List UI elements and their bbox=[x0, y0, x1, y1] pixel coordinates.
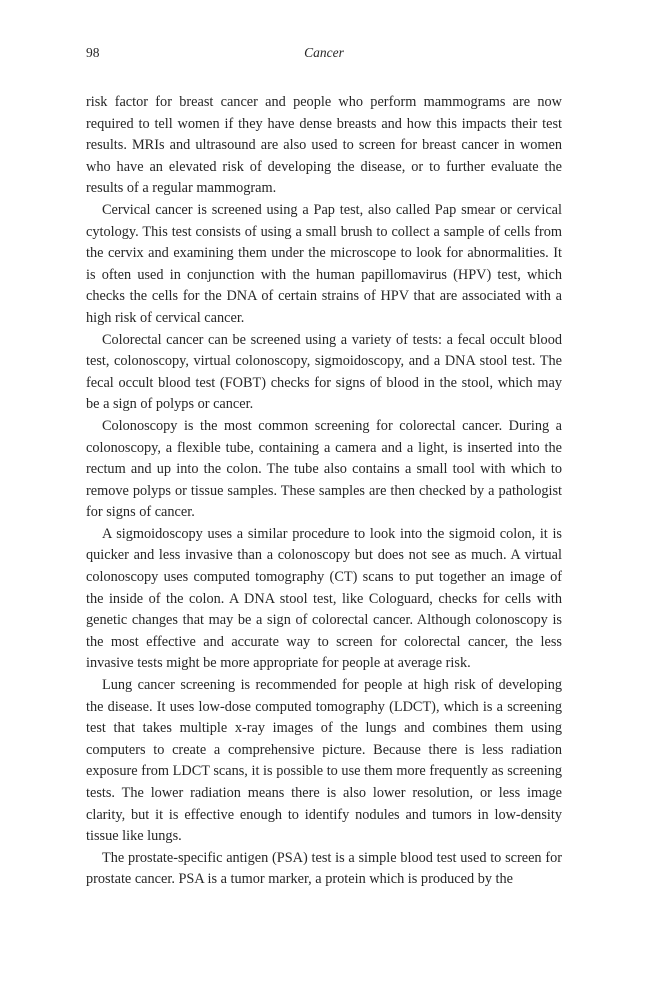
paragraph-psa-test: The prostate-specific antigen (PSA) test is a simple blood test used to screen for prostate cancer. PSA is a tumor marker, a protein which is produced by the bbox=[86, 849, 562, 888]
paragraph-colorectal-cancer: Colorectal cancer can be screened using a variety of tests: a fecal occult blood test, colonoscopy, virtual colonoscopy, sigmoidoscopy, and a DNA stool test. The fecal occult blood test (FOBT) checks for signs of blood in the stool, which may be a sign of polyps or cancer. bbox=[86, 331, 562, 413]
page-number: 98 bbox=[86, 45, 100, 60]
paragraph-colonoscopy: Colonoscopy is the most common screening for colorectal cancer. During a colonoscopy, a flexible tube, containing a camera and a light, is inserted into the rectum and up into the colon. The tube also contains a small tool with which to remove polyps or tissue samples. These samples are then checked by a pathologist for signs of cancer. bbox=[86, 417, 562, 521]
paragraph-lung-cancer: Lung cancer screening is recommended for people at high risk of developing the disease. It uses low-dose computed tomography (LDCT), which is a screening test that takes multiple x-ray images of the lungs and combines them using computers to create a comprehensive picture. Because there is less radiation exposure from LDCT scans, it is possible to use them more frequently as screening tests. The lower radiation means there is also lower resolution, or less image clarity, but it is effective enough to identify nodules and tumors in low-density tissue like lungs. bbox=[86, 677, 562, 845]
running-title: Cancer bbox=[304, 45, 344, 60]
body-text bbox=[86, 92, 562, 891]
paragraph-cervical-cancer: Cervical cancer is screened using a Pap test, also called Pap smear or cervical cytology. This test consists of using a small brush to collect a sample of cells from the cervix and examining them under the microscope to look for abnormalities. It is often used in conjunction with the human papillomavirus (HPV) test, which checks the cells for the DNA of certain strains of HPV that are associated with a high risk of cervical cancer. bbox=[86, 201, 562, 326]
paragraph-sigmoidoscopy: A sigmoidoscopy uses a similar procedure to look into the sigmoid colon, it is quicker and less invasive than a colonoscopy but does not see as much. A virtual colonoscopy uses computed tomography (CT) scans to put together an image of the inside of the colon. A DNA stool test, like Cologuard, checks for cells with genetic changes that may be a sign of colorectal cancer. Although colonoscopy is the most effective and accurate way to screen for colorectal cancer, the less invasive tests might be more appropriate for people at average risk. bbox=[86, 525, 562, 672]
running-header bbox=[86, 45, 562, 65]
paragraph-breast-cancer-continuation: risk factor for breast cancer and people who perform mammograms are now required to tell women if they have dense breasts and how this impacts their test results. MRIs and ultrasound are also used to screen for breast cancer in women who have an elevated risk of developing the disease, or to further evaluate the results of a regular mammogram. bbox=[86, 94, 562, 197]
